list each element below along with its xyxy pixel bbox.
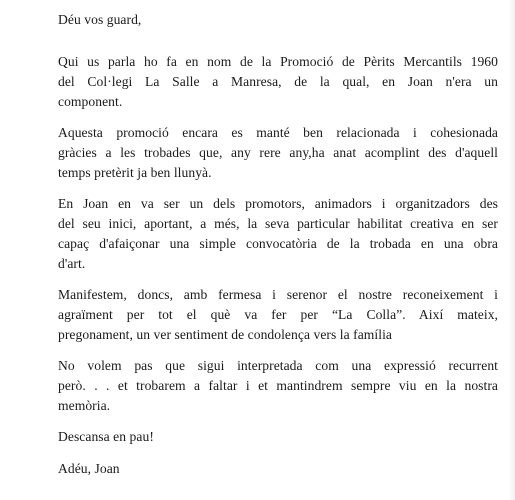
page-edge-shadow bbox=[509, 0, 515, 500]
paragraph-line: No volem pas que sigui interpretada com una expressió recurrent bbox=[58, 358, 498, 373]
paragraph-line: En Joan en va ser un dels promotors, animadors i organitzadors des bbox=[58, 196, 498, 211]
letter-signature: Adéu, Joan bbox=[58, 461, 120, 476]
paragraph-line: Aquesta promoció encara es manté ben relacionada i cohesionada bbox=[58, 125, 498, 140]
paragraph-line: capaç d'afaiçonar una simple convocatòria de la trobada en una obra bbox=[58, 236, 498, 251]
paragraph-line: component. bbox=[58, 94, 123, 109]
paragraph-line: Manifestem, doncs, amb fermesa i serenor el nostre reconeixement i bbox=[58, 287, 498, 302]
paragraph-line: del Col·legi La Salle a Manresa, de la qual, en Joan n'era un bbox=[58, 74, 498, 89]
paragraph-line: però. . . et trobarem a faltar i et mantindrem sempre viu en la nostra bbox=[58, 378, 498, 393]
letter-greeting: Déu vos guard, bbox=[58, 12, 142, 27]
paragraph-line: del seu inici, aportant, a més, la seva particular habilitat creativa en ser bbox=[58, 216, 498, 231]
letter-farewell: Descansa en pau! bbox=[58, 429, 154, 444]
paragraph-line: pregonament, un ver sentiment de condolença vers la família bbox=[58, 327, 392, 342]
paragraph-line: Qui us parla ho fa en nom de la Promoció de Pèrits Mercantils 1960 bbox=[58, 54, 498, 69]
paragraph-line: d'art. bbox=[58, 256, 86, 271]
paragraph-line: temps pretèrit ja ben llunyà. bbox=[58, 165, 212, 180]
paragraph-line: memòria. bbox=[58, 398, 111, 413]
paragraph-line: gràcies a les trobades que, any rere any,ha anat acomplint des d'aquell bbox=[58, 145, 498, 160]
paragraph-line: agraïment per tot el què va fer per “La Colla”. Així mateix, bbox=[58, 307, 498, 322]
